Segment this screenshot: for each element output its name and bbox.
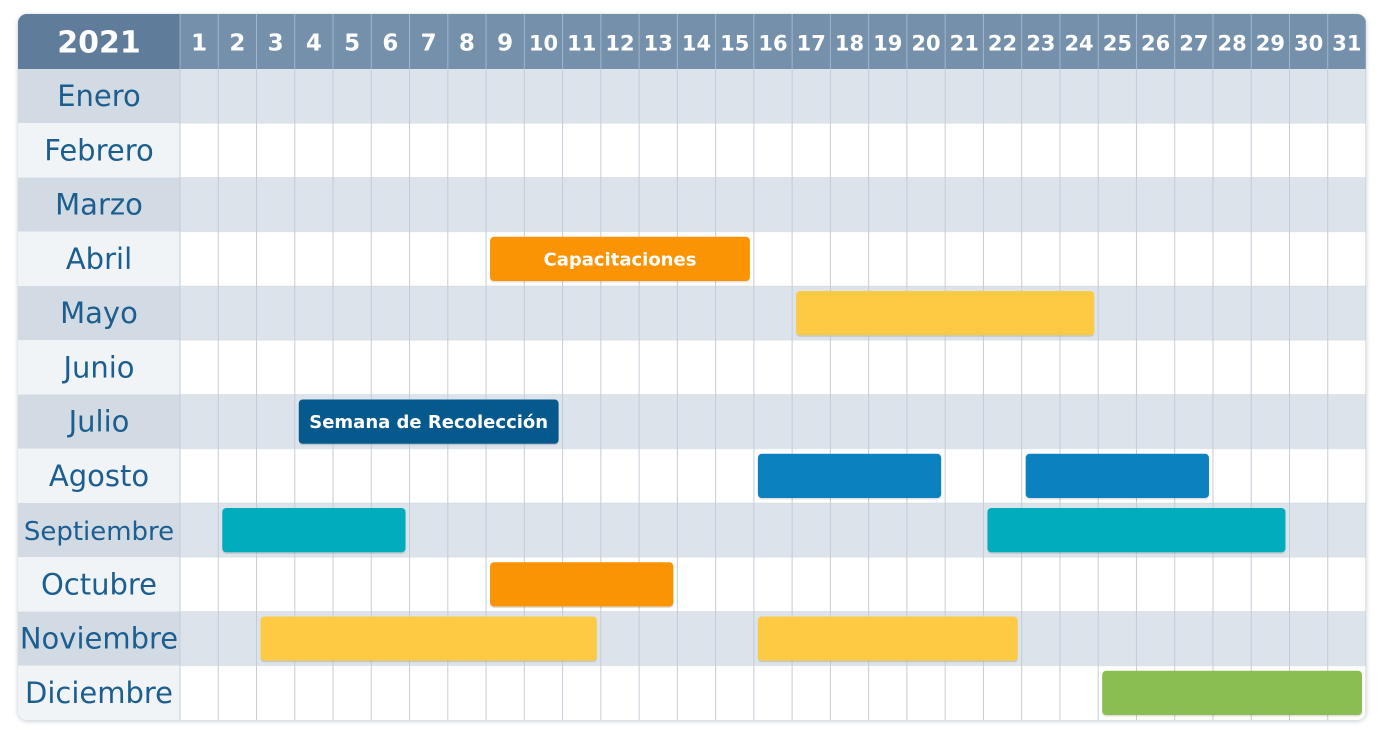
- month-label-enero: Enero: [57, 79, 141, 114]
- row-bg: [180, 340, 1366, 394]
- task-bar-mayo-17[interactable]: [796, 291, 1094, 335]
- day-label-22: 22: [987, 31, 1018, 56]
- day-label-29: 29: [1255, 31, 1285, 56]
- task-bar-noviembre-16[interactable]: [758, 617, 1018, 661]
- day-label-23: 23: [1026, 31, 1056, 56]
- day-label-18: 18: [834, 31, 865, 56]
- day-label-3: 3: [267, 30, 284, 57]
- row-bg: [180, 123, 1366, 177]
- row-bg: [180, 178, 1366, 232]
- day-label-13: 13: [643, 31, 673, 56]
- row-bg: [180, 557, 1366, 611]
- year-label: 2021: [57, 25, 141, 61]
- day-label-9: 9: [497, 30, 514, 57]
- day-label-30: 30: [1293, 31, 1324, 56]
- day-label-14: 14: [681, 31, 712, 56]
- row-bg: [180, 69, 1366, 123]
- day-label-27: 27: [1179, 31, 1209, 56]
- day-label-21: 21: [949, 31, 979, 56]
- month-label-diciembre: Diciembre: [24, 675, 174, 710]
- month-label-septiembre: Septiembre: [23, 517, 175, 548]
- task-bar-agosto-16[interactable]: [758, 454, 941, 498]
- day-label-24: 24: [1064, 31, 1094, 56]
- day-label-8: 8: [458, 30, 475, 57]
- task-bar-septiembre-22[interactable]: [987, 508, 1285, 552]
- task-bar-agosto-23[interactable]: [1026, 454, 1209, 498]
- day-label-26: 26: [1140, 31, 1171, 56]
- month-label-abril: Abril: [65, 241, 133, 276]
- task-bar-diciembre-25[interactable]: [1102, 671, 1362, 715]
- month-label-octubre: Octubre: [40, 567, 158, 602]
- gantt-chart: [18, 14, 1366, 720]
- day-label-12: 12: [605, 31, 635, 56]
- day-label-15: 15: [720, 31, 750, 56]
- day-label-7: 7: [420, 30, 437, 57]
- month-label-febrero: Febrero: [44, 133, 154, 168]
- month-label-julio: Julio: [68, 404, 130, 439]
- month-label-marzo: Marzo: [55, 187, 143, 222]
- row-bg: [180, 232, 1366, 286]
- day-label-2: 2: [229, 30, 246, 57]
- gantt-svg: [18, 14, 1366, 720]
- day-label-10: 10: [528, 31, 559, 56]
- day-label-4: 4: [305, 30, 322, 57]
- day-label-5: 5: [344, 30, 361, 57]
- task-label: Semana de Recolección: [309, 412, 549, 434]
- month-label-agosto: Agosto: [48, 458, 150, 493]
- month-label-noviembre: Noviembre: [19, 621, 179, 656]
- task-bar-septiembre-2[interactable]: [222, 508, 405, 552]
- day-label-6: 6: [382, 30, 399, 57]
- day-label-20: 20: [911, 31, 941, 56]
- day-label-11: 11: [567, 31, 597, 56]
- day-label-17: 17: [796, 31, 826, 56]
- day-label-25: 25: [1102, 31, 1132, 56]
- day-label-19: 19: [873, 31, 903, 56]
- row-bg: [180, 286, 1366, 340]
- day-label-28: 28: [1217, 31, 1247, 56]
- day-label-31: 31: [1332, 31, 1362, 56]
- day-label-16: 16: [758, 31, 788, 56]
- task-bar-octubre-9[interactable]: [490, 562, 673, 606]
- month-label-junio: Junio: [63, 350, 135, 385]
- task-label: Capacitaciones: [543, 249, 697, 271]
- task-bar-noviembre-3[interactable]: [261, 617, 597, 661]
- month-label-mayo: Mayo: [60, 296, 138, 331]
- day-label-1: 1: [191, 30, 208, 57]
